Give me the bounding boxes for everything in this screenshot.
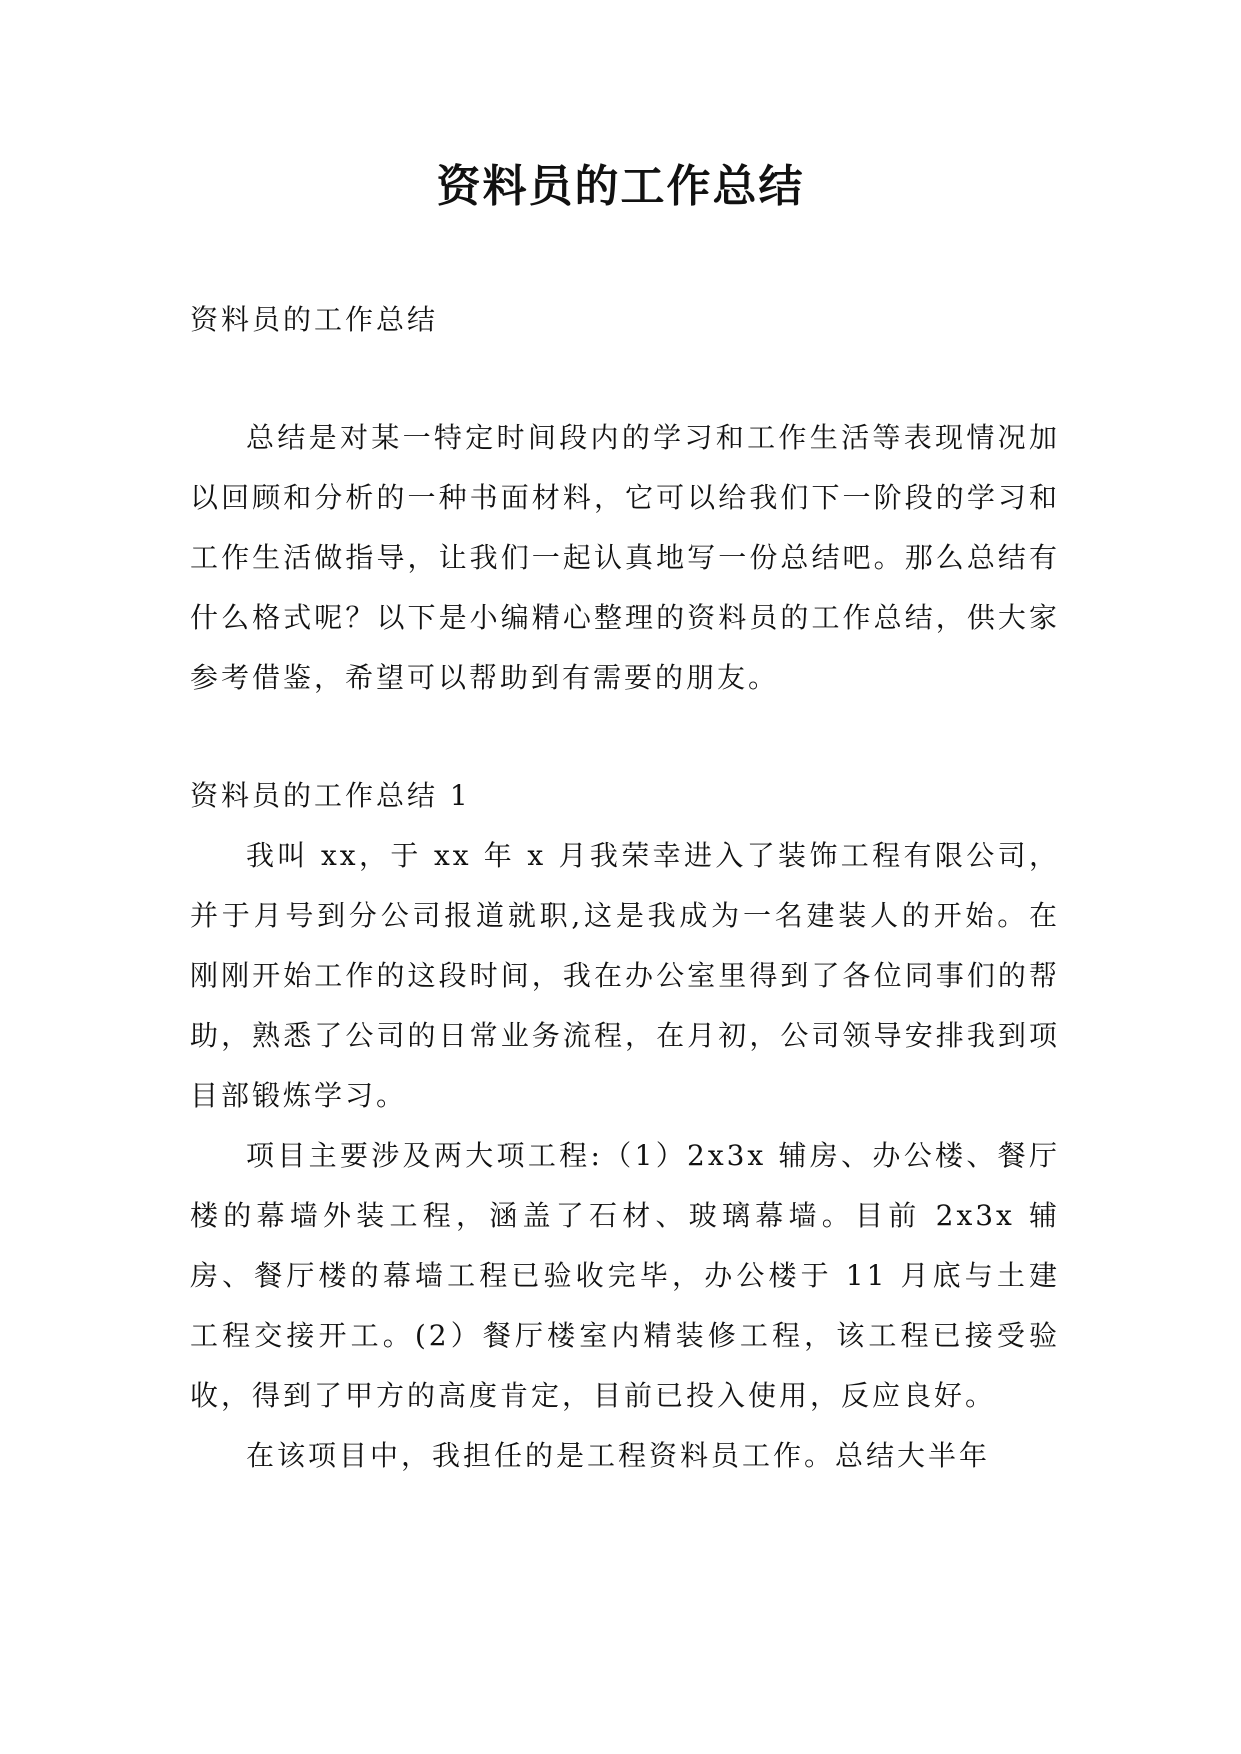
section-paragraph: 我叫 xx，于 xx 年 x 月我荣幸进入了装饰工程有限公司，并于月号到分公司报道就职,这是我成为一名建装人的开始。在刚刚开始工作的这段时间，我在办公室里得到了各位同事们的帮助，熟悉了公司的日常业务流程，在月初，公司领导安排我到项目部锻炼学习。	[190, 839, 1060, 1112]
section-paragraph: 项目主要涉及两大项工程:（1）2x3x 辅房、办公楼、餐厅楼的幕墙外装工程，涵盖了石材、玻璃幕墙。目前 2x3x 辅房、餐厅楼的幕墙工程已验收完毕，办公楼于 11 月底与土建工程交接开工。(2）餐厅楼室内精装修工程，该工程已接受验收，得到了甲方的高度肯定，目前已投入使用，反应良好。	[190, 1139, 1060, 1412]
document-subtitle: 资料员的工作总结	[190, 303, 439, 336]
section-heading: 资料员的工作总结 1	[190, 779, 471, 812]
document-body	[190, 290, 1060, 1486]
intro-paragraph: 总结是对某一特定时间段内的学习和工作生活等表现情况加以回顾和分析的一种书面材料，它可以给我们下一阶段的学习和工作生活做指导，让我们一起认真地写一份总结吧。那么总结有什么格式呢？以下是小编精心整理的资料员的工作总结，供大家参考借鉴，希望可以帮助到有需要的朋友。	[190, 421, 1060, 694]
section-paragraph: 在该项目中，我担任的是工程资料员工作。总结大半年	[246, 1439, 991, 1472]
document-title: 资料员的工作总结	[436, 161, 805, 212]
